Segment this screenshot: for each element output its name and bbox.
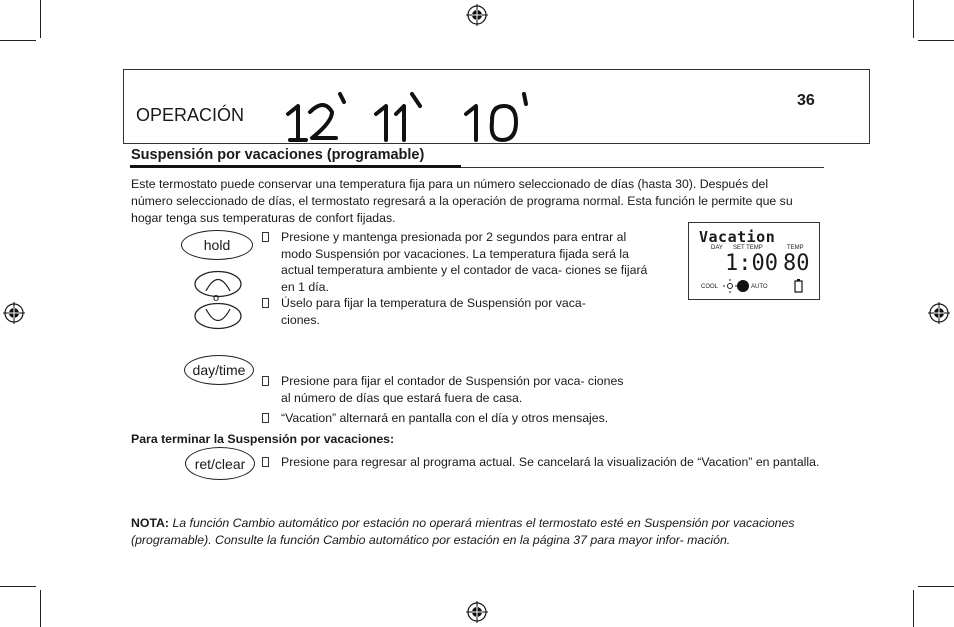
- registration-mark-icon: [466, 601, 488, 623]
- display-label-temp: TEMP: [787, 245, 804, 251]
- bullet-box-icon: [262, 457, 269, 467]
- note-text: La función Cambio automático por estación no operará mientras el termostato esté en Suspensión por vacaciones (programable). Consulte la función Cambio automático por estación en la página 37 para mayor infor- mación.: [131, 516, 795, 547]
- bullet-box-icon: [262, 232, 269, 242]
- note-paragraph: [131, 515, 821, 548]
- registration-mark-icon: [466, 4, 488, 26]
- display-mode-auto: AUTO: [751, 284, 768, 290]
- registration-mark-icon: [928, 302, 950, 324]
- title-rule-thin: [461, 167, 824, 168]
- fan-icon: [736, 279, 750, 293]
- display-temperature: 80: [783, 251, 810, 276]
- display-label-day: DAY: [711, 245, 723, 251]
- section-title: Suspensión por vacaciones (programable): [131, 147, 425, 163]
- down-arrow-button-icon[interactable]: [193, 302, 243, 330]
- intro-paragraph: Este termostato puede conservar una temperatura fija para un número seleccionado de días (hasta 30). Después del número seleccionado de días, el termostato regresará a la operación de programa normal. Esta función le permite que su hogar tenga sus temperaturas de confort fijadas.: [131, 177, 793, 225]
- end-section-title: Para terminar la Suspensión por vacaciones:: [131, 432, 395, 446]
- day-time-button[interactable]: day/time: [184, 355, 254, 385]
- title-rule: [130, 165, 461, 168]
- page-number: 36: [797, 92, 815, 109]
- or-label: o: [213, 292, 220, 304]
- display-label-set-temp: SET TEMP: [733, 245, 763, 251]
- display-counter: 1:00: [725, 251, 778, 276]
- hold-button[interactable]: hold: [181, 230, 253, 260]
- section-name: OPERACIÓN: [136, 105, 245, 125]
- bullet-box-icon: [262, 376, 269, 386]
- registration-mark-icon: [3, 302, 25, 324]
- thermostat-display: [688, 222, 820, 300]
- battery-icon: [793, 279, 805, 293]
- display-mode-cool: COOL: [701, 284, 719, 290]
- bullet-box-icon: [262, 298, 269, 308]
- handwritten-date-stamp: [280, 82, 540, 146]
- ret-clear-button[interactable]: ret/clear: [185, 447, 255, 480]
- bullet-box-icon: [262, 413, 269, 423]
- note-label: NOTA:: [131, 516, 170, 530]
- display-message: Vacation: [699, 228, 776, 246]
